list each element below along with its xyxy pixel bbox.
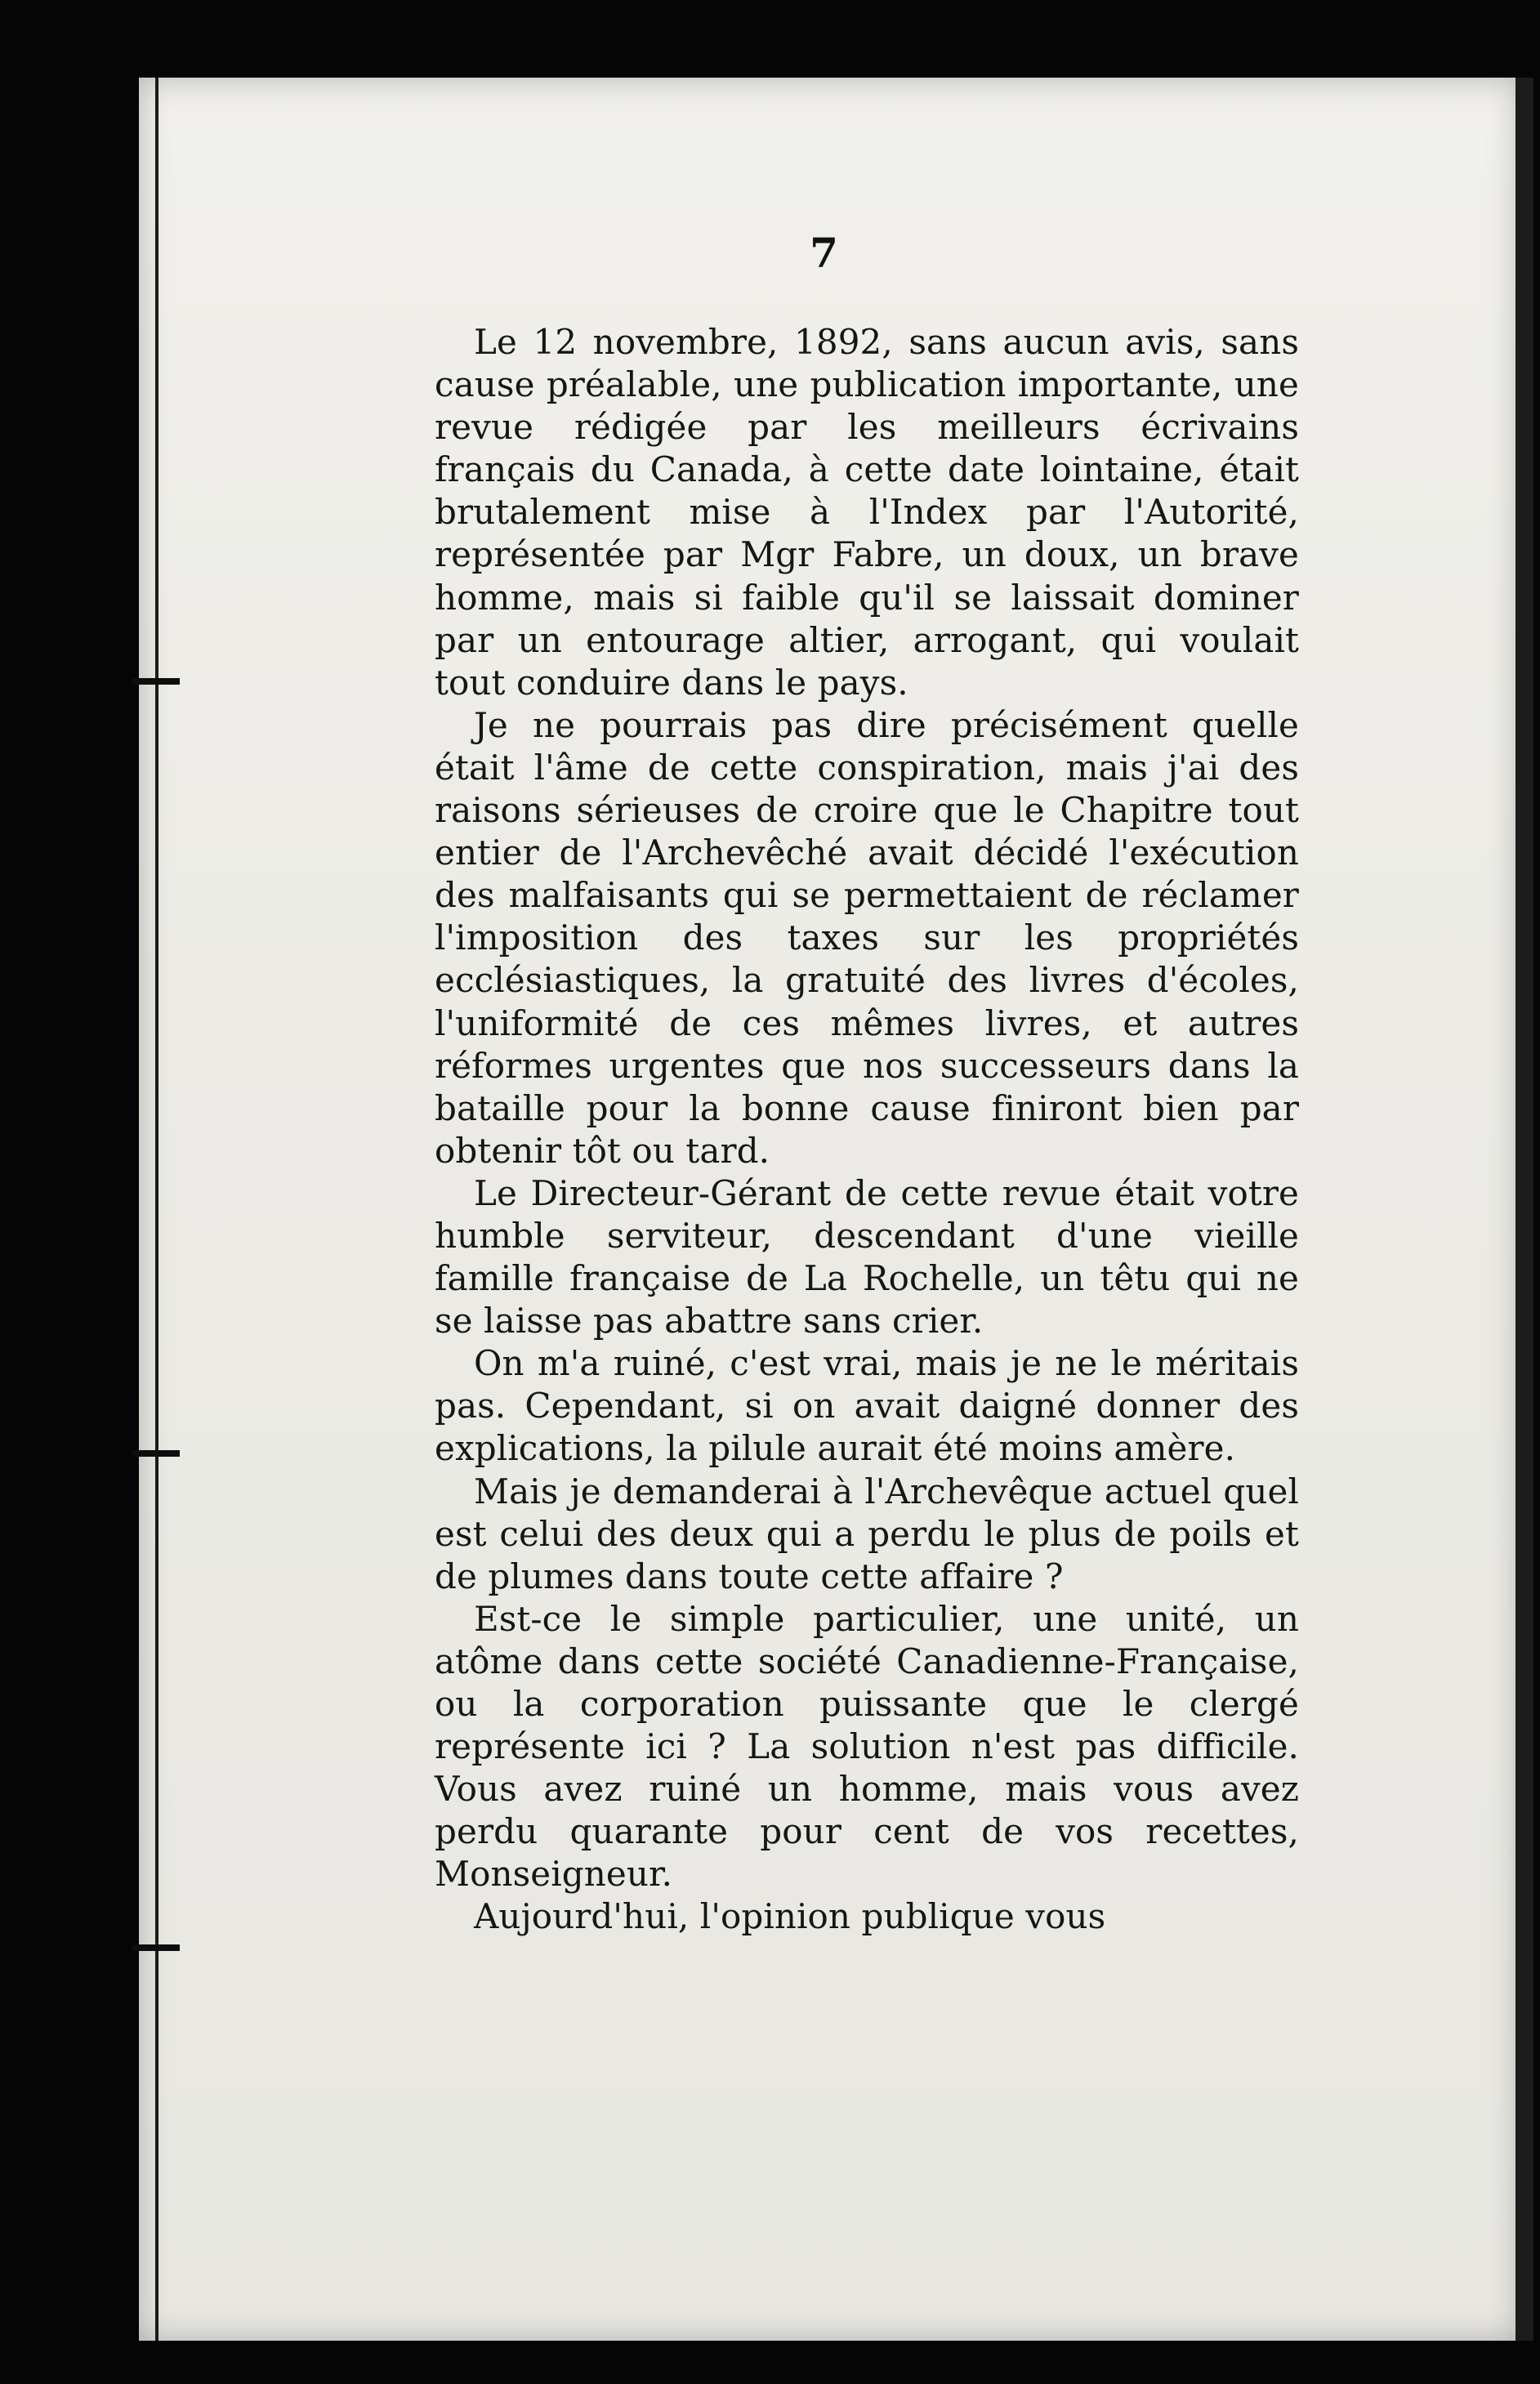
page-number: 7	[810, 229, 838, 277]
paragraph: Est-ce le simple particulier, une unité, un atôme dans cette société Canadienne-Française, ou la corporation puissante que le clergé représente ici ? La solution n'est pas difficile. Vous avez ruiné un homme, mais vous avez perdu quarante pour cent de vos recettes, Monseigneur.	[435, 1598, 1299, 1895]
gutter-line	[155, 78, 158, 2341]
paragraph: Mais je demanderai à l'Archevêque actuel quel est celui des deux qui a perdu le plus de poils et de plumes dans toute cette affaire ?	[435, 1471, 1299, 1596]
paragraph: Je ne pourrais pas dire précisément quelle était l'âme de cette conspiration, mais j'ai des raisons sérieuses de croire que le Chapitre tout entier de l'Archevêché avait décidé l'exécution des malfaisants qui se permettaient de réclamer l'imposition des taxes sur les propriétés ecclésiastiques, la gratuité des livres d'écoles, l'uniformité de ces mêmes livres, et autres réformes urgentes que nos successeurs dans la bataille pour la bonne cause finiront bien par obtenir tôt ou tard.	[435, 704, 1299, 1171]
binding-stitch-mark	[132, 1450, 180, 1457]
paragraph: Aujourd'hui, l'opinion publique vous	[474, 1896, 1106, 1937]
body-text	[435, 321, 1299, 1939]
binding-stitch-mark	[132, 1944, 180, 1951]
binding-stitch-mark	[132, 678, 180, 685]
paragraph: Le Directeur-Gérant de cette revue était votre humble serviteur, descendant d'une vieille famille française de La Rochelle, un têtu qui ne se laisse pas abattre sans crier.	[435, 1172, 1299, 1342]
paragraph: On m'a ruiné, c'est vrai, mais je ne le méritais pas. Cependant, si on avait daigné donner des explications, la pilule aurait été moins amère.	[435, 1343, 1299, 1469]
paragraph: Le 12 novembre, 1892, sans aucun avis, sans cause préalable, une publication importante, une revue rédigée par les meilleurs écrivains français du Canada, à cette date lointaine, était brutalement mise à l'Index par l'Autorité, représentée par Mgr Fabre, un doux, un brave homme, mais si faible qu'il se laissait dominer par un entourage altier, arrogant, qui voulait tout conduire dans le pays.	[435, 322, 1299, 703]
page-edge	[1515, 78, 1533, 2341]
